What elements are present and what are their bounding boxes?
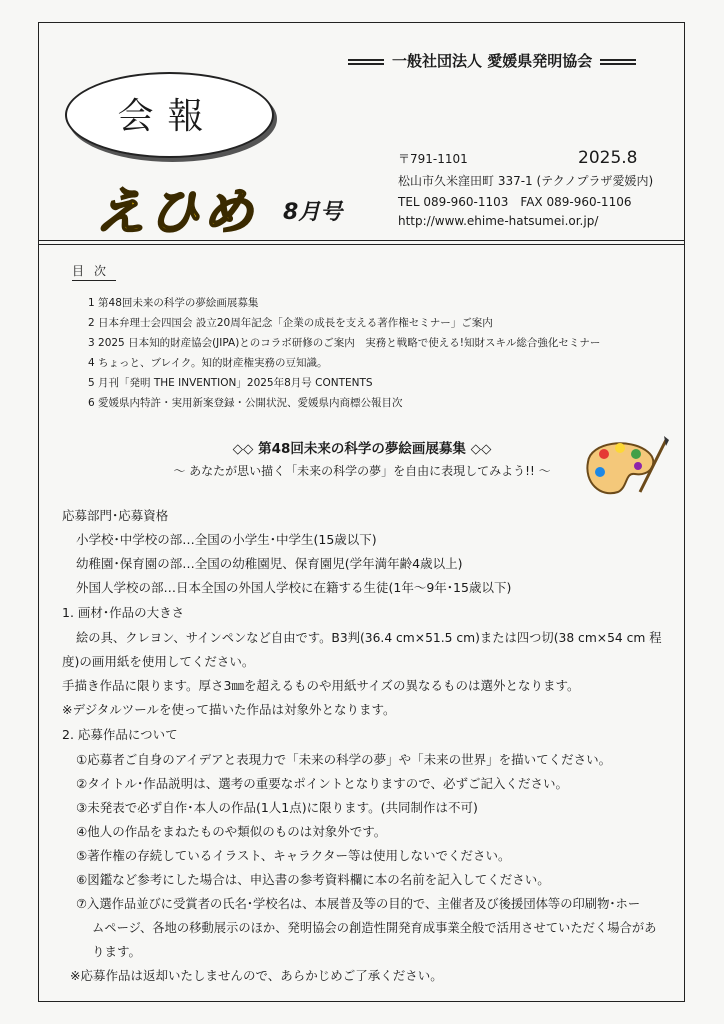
postal-code: 〒791-1101 xyxy=(398,152,468,166)
section-title: ◇◇ 第48回未来の科学の夢絵画展募集 ◇◇ xyxy=(232,441,492,457)
heading-works: 2. 応募作品について xyxy=(62,727,178,742)
eligibility-heading: 応募部門･応募資格 xyxy=(62,508,169,523)
issue-date: 2025.8 xyxy=(578,148,638,168)
section-subtitle: ～ あなたが思い描く「未来の科学の夢」を自由に表現してみよう!! ～ xyxy=(173,464,551,478)
org-name xyxy=(340,50,644,71)
issue-label: 8月号 xyxy=(283,200,343,225)
toc-item: 4 ちょっと、ブレイク。知的財産権実務の豆知識。 xyxy=(88,357,328,369)
header-divider-2 xyxy=(38,244,685,245)
toc-item: 5 月刊「発明 THE INVENTION」2025年8月号 CONTENTS xyxy=(88,377,373,389)
street-address: 松山市久米窪田町 337-1 (テクノプラザ愛媛内) xyxy=(398,174,654,188)
works-item: ③未発表で必ず自作･本人の作品(1人1点)に限ります。(共同制作は不可) xyxy=(76,800,478,815)
eligibility-item: 幼稚園･保育園の部…全国の幼稚園児、保育園児(学年満年齢4歳以上) xyxy=(76,556,463,571)
header-divider-1 xyxy=(38,240,685,241)
toc-item: 6 愛媛県内特許・実用新案登録・公開状況、愛媛県内商標公報目次 xyxy=(88,397,403,409)
works-item-cont: ムページ、各地の移動展示のほか、発明協会の創造性開発育成事業全般で活用させていただく場合があ xyxy=(92,921,657,935)
decor-bar-left xyxy=(348,59,384,65)
works-item: ⑦入選作品並びに受賞者の氏名･学校名は、本展普及等の目的で、主催者及び後援団体等の印刷物･ホー xyxy=(76,897,641,911)
materials-line: 手描き作品に限ります。厚さ3㎜を超えるものや用紙サイズの異なるものは選外となります。 xyxy=(62,678,580,693)
toc-item: 2 日本弁理士会四国会 設立20周年記念「企業の成長を支える著作権セミナー」ご案内 xyxy=(88,317,493,329)
works-item-cont: ります。 xyxy=(92,944,142,959)
toc-item: 3 2025 日本知的財産協会(JIPA)とのコラボ研修のご案内 実務と戦略で使える!知財スキル総合強化セミナー xyxy=(88,337,601,349)
works-item: ⑤著作権の存続しているイラスト、キャラクター等は使用しないでください。 xyxy=(76,848,511,863)
materials-line: 絵の具、クレヨン、サインペンなど自由です。B3判(36.4 cm×51.5 cm)または四つ切(38 cm×54 cm 程 xyxy=(76,631,662,645)
materials-note: ※デジタルツールを使って描いた作品は対象外となります。 xyxy=(62,702,396,717)
works-item: ①応募者ご自身のアイデアと表現力で「未来の科学の夢」や「未来の世界」を描いてください。 xyxy=(76,752,612,767)
works-item: ②タイトル･作品説明は、選考の重要なポイントとなりますので、必ずご記入ください。 xyxy=(76,776,568,791)
paint-palette-icon xyxy=(580,432,670,502)
tel-fax: TEL 089-960-1103 FAX 089-960-1106 xyxy=(398,195,632,209)
website-url[interactable]: http://www.ehime-hatsumei.or.jp/ xyxy=(398,214,599,228)
ehime-title: えひめ xyxy=(95,183,257,241)
works-item: ④他人の作品をまねたものや類似のものは対象外です。 xyxy=(76,824,387,839)
decor-bar-right xyxy=(600,59,636,65)
return-note: ※応募作品は返却いたしませんので、あらかじめご了承ください。 xyxy=(70,968,443,983)
works-item: ⑥図鑑など参考にした場合は、申込書の参考資料欄に本の名前を記入してください。 xyxy=(76,872,550,887)
eligibility-item: 外国人学校の部…日本全国の外国人学校に在籍する生徒(1年～9年･15歳以下) xyxy=(76,580,512,595)
toc-item: 1 第48回未来の科学の夢絵画展募集 xyxy=(88,297,259,309)
org-text: 一般社団法人 愛媛県発明協会 xyxy=(392,52,593,70)
heading-materials: 1. 画材･作品の大きさ xyxy=(62,605,185,620)
materials-line: 度)の画用紙を使用してください。 xyxy=(62,654,255,669)
kaiho-title: 会報 xyxy=(117,96,218,137)
toc-title: 目次 xyxy=(72,262,116,281)
eligibility-item: 小学校･中学校の部…全国の小学生･中学生(15歳以下) xyxy=(76,532,377,547)
